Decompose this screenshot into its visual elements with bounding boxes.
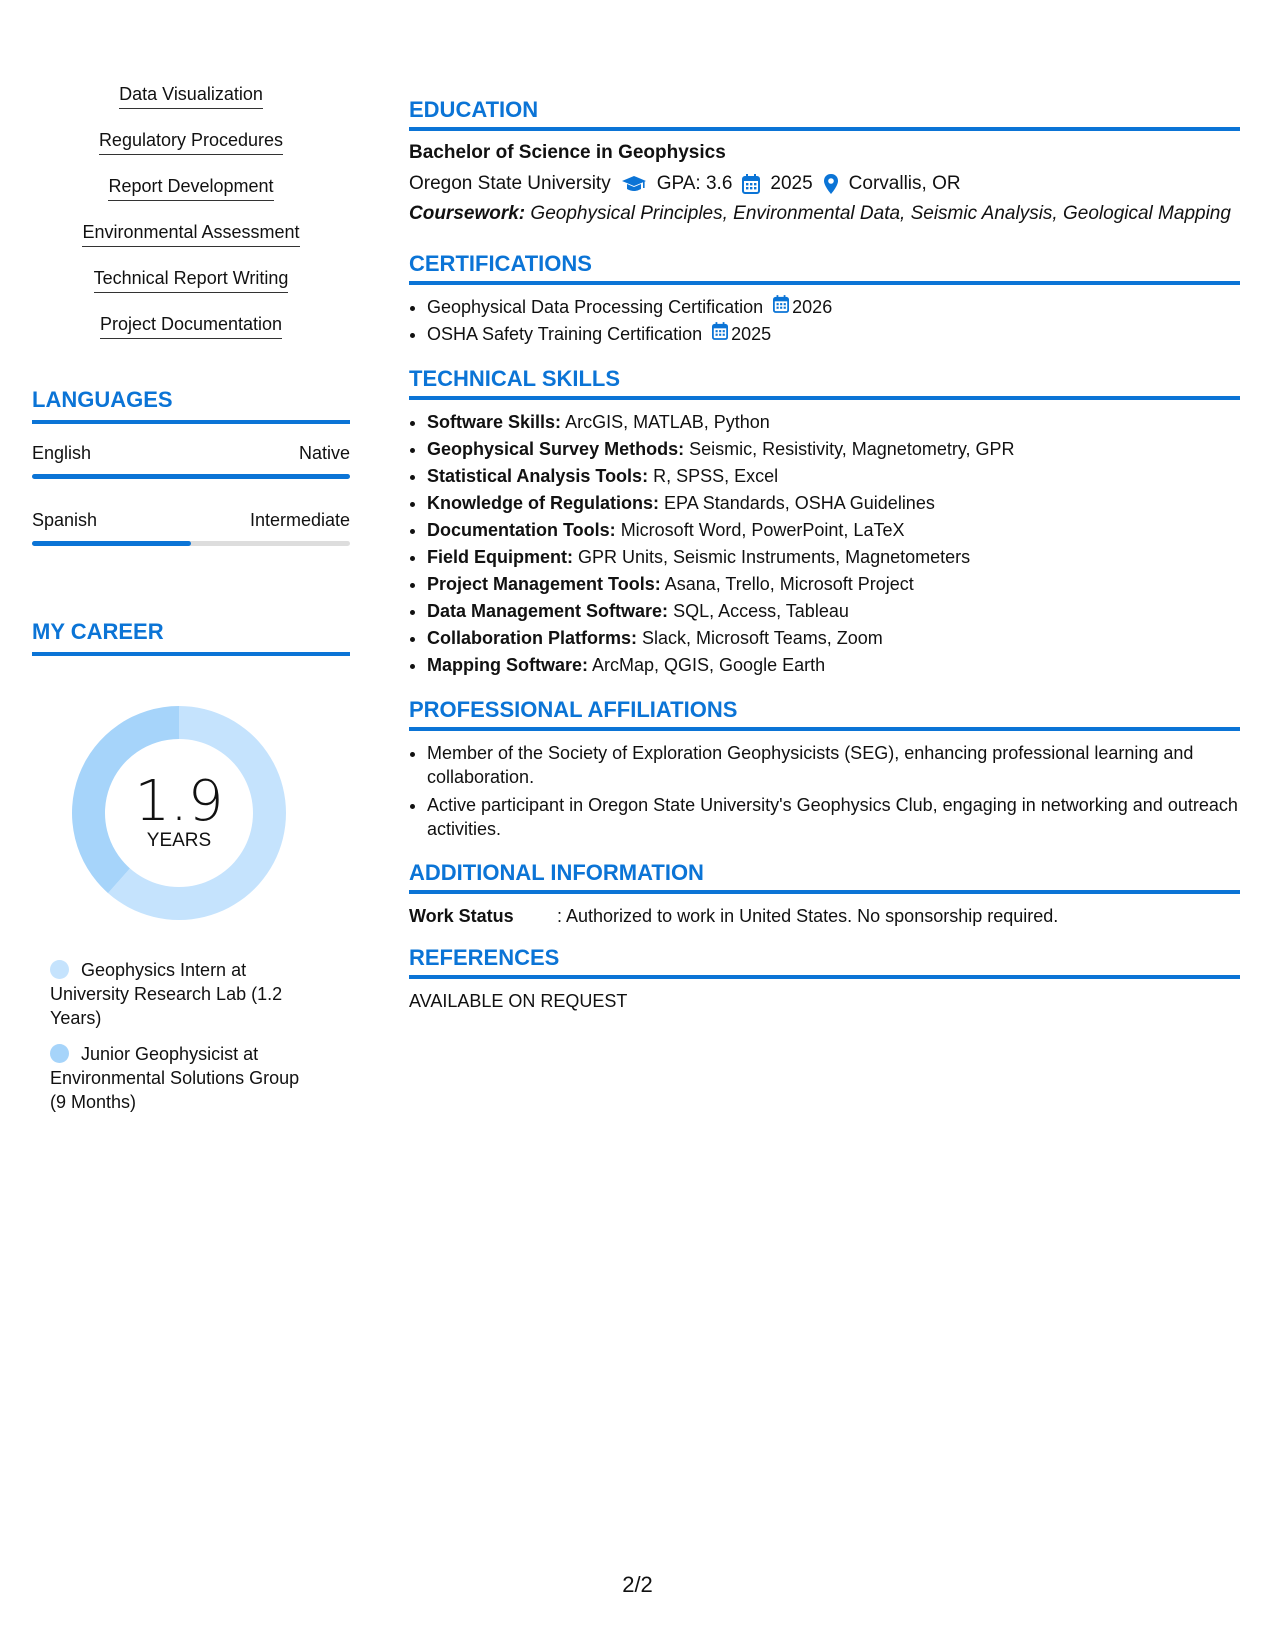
skill-label: Collaboration Platforms: (427, 628, 638, 648)
skill-value: GPR Units, Seismic Instruments, Magnetometers (578, 547, 971, 567)
affiliations-title: PROFESSIONAL AFFILIATIONS (409, 696, 1240, 731)
list-item (427, 599, 1240, 623)
skill-tag: Regulatory Procedures (99, 128, 283, 155)
coursework (409, 202, 1240, 226)
calendar-icon (742, 174, 760, 194)
career-legend-item (50, 958, 320, 1030)
language-name: Spanish (32, 510, 98, 530)
skill-value: SQL, Access, Tableau (673, 601, 849, 621)
list-item: • Active participant in Oregon State University's Geophysics Club, engaging in networking and outreach activities. (427, 793, 1240, 841)
technical-skills-title: TECHNICAL SKILLS (409, 365, 1240, 400)
work-status-value: : Authorized to work in United States. No sponsorship required. (557, 906, 1059, 926)
main-content (409, 96, 1240, 1013)
language-level: Native (298, 443, 350, 463)
technical-skills-list (409, 410, 1240, 677)
list-item (427, 410, 1240, 434)
skill-label: Statistical Analysis Tools: (427, 466, 649, 486)
legend-dot (50, 960, 69, 979)
skill-value: EPA Standards, OSHA Guidelines (664, 493, 935, 513)
skill-value: ArcGIS, MATLAB, Python (565, 412, 770, 432)
skill-value: Asana, Trello, Microsoft Project (664, 574, 914, 594)
skill-tags (32, 82, 350, 358)
work-status-row (409, 904, 1240, 928)
language-bar (32, 541, 350, 546)
skill-tag: Technical Report Writing (94, 266, 289, 293)
skill-tag: Environmental Assessment (82, 220, 299, 247)
calendar-icon (712, 322, 731, 346)
list-item (427, 491, 1240, 515)
school-name: Oregon State University (409, 173, 611, 194)
skill-label: Knowledge of Regulations: (427, 493, 659, 513)
list-item (427, 545, 1240, 569)
work-status-label: Work Status (409, 906, 514, 926)
gpa: GPA: 3.6 (656, 173, 733, 194)
career-legend-item (50, 1042, 320, 1114)
cert-year: 2026 (792, 297, 833, 317)
legend-dot (50, 1044, 69, 1063)
list-item (427, 626, 1240, 650)
cert-name: Geophysical Data Processing Certification (427, 297, 764, 317)
list-item (427, 295, 1240, 319)
sidebar (32, 82, 350, 1126)
list-item (427, 464, 1240, 488)
skill-value: Slack, Microsoft Teams, Zoom (642, 628, 883, 648)
skill-label: Project Management Tools: (427, 574, 661, 594)
skill-label: Geophysical Survey Methods: (427, 439, 685, 459)
references-title: REFERENCES (409, 944, 1240, 979)
graduation-year: 2025 (770, 173, 813, 194)
language-bar-fill (32, 541, 191, 546)
career-total: 1.9 (134, 769, 224, 834)
location-pin-icon (823, 173, 839, 195)
list-item (427, 518, 1240, 542)
page-number: 2/2 (622, 1572, 653, 1597)
additional-info-title: ADDITIONAL INFORMATION (409, 859, 1240, 894)
certifications-list (409, 295, 1240, 346)
skill-label: Data Management Software: (427, 601, 669, 621)
language-bar-fill (32, 474, 350, 479)
skill-value: Microsoft Word, PowerPoint, LaTeX (620, 520, 905, 540)
career-donut (66, 700, 292, 926)
list-item (427, 322, 1240, 346)
language-spanish (32, 509, 350, 546)
skill-value: Seismic, Resistivity, Magnetometry, GPR (689, 439, 1015, 459)
languages-title: LANGUAGES (32, 386, 350, 424)
education-title: EDUCATION (409, 96, 1240, 131)
career-legend-label: Geophysics Intern at University Research Lab (1.2 Years) (50, 960, 283, 1028)
language-level: Intermediate (249, 510, 350, 530)
list-item: • Member of the Society of Exploration Geophysicists (SEG), enhancing professional learning and collaboration. (427, 741, 1240, 789)
skill-tag: Project Documentation (100, 312, 282, 339)
certifications-title: CERTIFICATIONS (409, 250, 1240, 285)
coursework-label: Coursework: (409, 203, 526, 224)
language-name: English (32, 443, 92, 463)
skill-label: Software Skills: (427, 412, 562, 432)
location: Corvallis, OR (848, 173, 961, 194)
affiliations-list (409, 741, 1240, 841)
cert-year: 2025 (731, 324, 772, 344)
skill-tag: Data Visualization (119, 82, 263, 109)
language-bar (32, 474, 350, 479)
skill-label: Mapping Software: (427, 655, 588, 675)
career-title: MY CAREER (32, 618, 350, 656)
language-english (32, 442, 350, 479)
skill-value: ArcMap, QGIS, Google Earth (592, 655, 826, 675)
career-legend-label: Junior Geophysicist at Environmental Solutions Group (9 Months) (50, 1044, 300, 1112)
skill-label: Field Equipment: (427, 547, 573, 567)
skill-tag: Report Development (108, 174, 273, 201)
skill-value: R, SPSS, Excel (653, 466, 779, 486)
skill-label: Documentation Tools: (427, 520, 616, 540)
education-details (409, 170, 1240, 198)
degree: Bachelor of Science in Geophysics (409, 142, 726, 163)
career-unit: YEARS (146, 830, 212, 851)
list-item (427, 437, 1240, 461)
graduation-cap-icon (621, 174, 647, 194)
career-legend (50, 958, 320, 1114)
calendar-icon (773, 295, 792, 319)
list-item (427, 572, 1240, 596)
list-item (427, 653, 1240, 677)
coursework-list: Geophysical Principles, Environmental Data, Seismic Analysis, Geological Mapping (530, 203, 1231, 224)
references-text: AVAILABLE ON REQUEST (409, 991, 628, 1011)
cert-name: OSHA Safety Training Certification (427, 324, 703, 344)
